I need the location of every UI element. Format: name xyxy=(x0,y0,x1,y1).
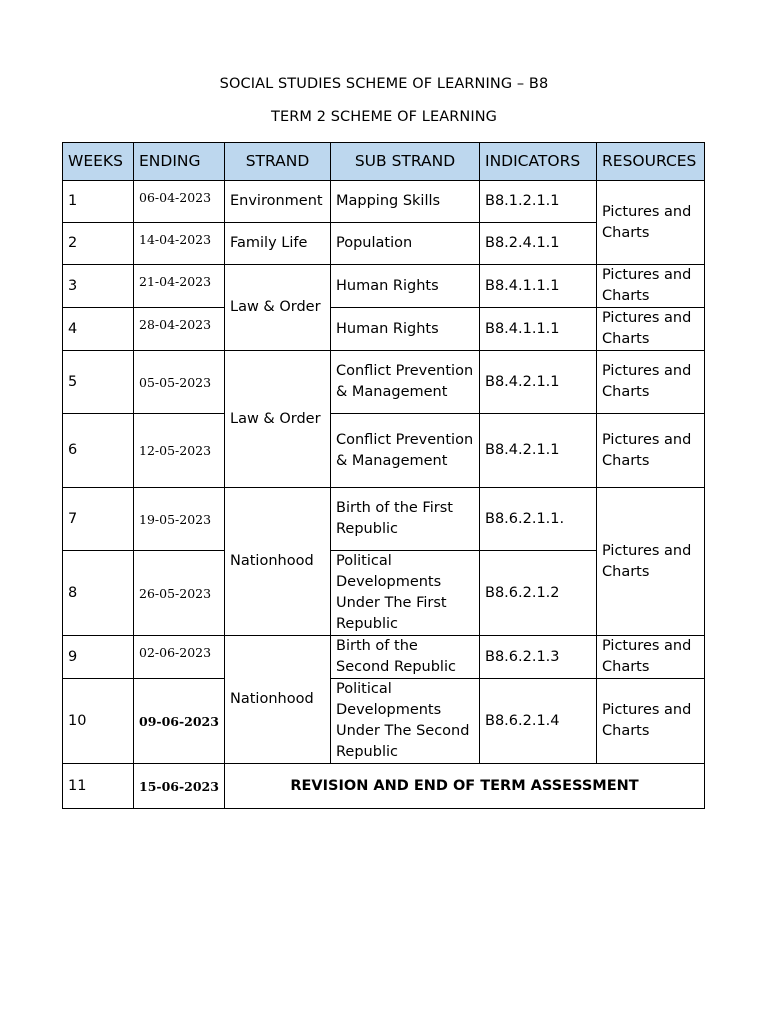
ending-cell: 02-06-2023 xyxy=(134,636,225,679)
week-cell: 1 xyxy=(63,181,134,223)
strand-cell: Nationhood xyxy=(225,488,331,636)
strand-cell: Law & Order xyxy=(225,265,331,351)
table-row xyxy=(63,414,705,488)
table-row xyxy=(63,636,705,679)
resources-cell: Pictures and Charts xyxy=(597,414,705,488)
resources-cell: Pictures and Charts xyxy=(597,265,705,308)
indicator-cell: B8.4.2.1.1 xyxy=(480,351,597,414)
week-cell: 2 xyxy=(63,223,134,265)
sub-strand-cell: Birth of the Second Republic xyxy=(331,636,480,679)
ending-cell: 15-06-2023 xyxy=(134,764,225,809)
ending-cell: 26-05-2023 xyxy=(134,551,225,636)
sub-strand-cell: Political Developments Under The First Republic xyxy=(331,551,480,636)
table-row xyxy=(63,308,705,351)
ending-cell: 05-05-2023 xyxy=(134,351,225,414)
header-indicators: INDICATORS xyxy=(480,143,597,181)
week-cell: 9 xyxy=(63,636,134,679)
resources-cell: Pictures and Charts xyxy=(597,679,705,764)
document-subtitle: TERM 2 SCHEME OF LEARNING xyxy=(270,109,498,125)
resources-cell: Pictures and Charts xyxy=(597,488,705,636)
table-header-row xyxy=(63,143,705,181)
ending-cell: 14-04-2023 xyxy=(134,223,225,265)
sub-strand-cell: Political Developments Under The Second Republic xyxy=(331,679,480,764)
revision-cell: REVISION AND END OF TERM ASSESSMENT xyxy=(225,764,705,809)
strand-cell: Law & Order xyxy=(225,351,331,488)
ending-cell: 12-05-2023 xyxy=(134,414,225,488)
table-row xyxy=(63,351,705,414)
sub-strand-cell: Conflict Prevention & Management xyxy=(331,414,480,488)
sub-strand-cell: Human Rights xyxy=(331,308,480,351)
resources-cell: Pictures and Charts xyxy=(597,308,705,351)
indicator-cell: B8.6.2.1.2 xyxy=(480,551,597,636)
resources-cell: Pictures and Charts xyxy=(597,351,705,414)
indicator-cell: B8.6.2.1.3 xyxy=(480,636,597,679)
table-row xyxy=(63,181,705,223)
ending-cell: 06-04-2023 xyxy=(134,181,225,223)
strand-cell: Family Life xyxy=(225,223,331,265)
indicator-cell: B8.6.2.1.1. xyxy=(480,488,597,551)
indicator-cell: B8.4.1.1.1 xyxy=(480,308,597,351)
week-cell: 4 xyxy=(63,308,134,351)
indicator-cell: B8.1.2.1.1 xyxy=(480,181,597,223)
resources-cell: Pictures and Charts xyxy=(597,181,705,265)
header-weeks: WEEKS xyxy=(63,143,134,181)
ending-cell: 09-06-2023 xyxy=(134,679,225,764)
ending-cell: 28-04-2023 xyxy=(134,308,225,351)
sub-strand-cell: Conflict Prevention & Management xyxy=(331,351,480,414)
indicator-cell: B8.4.1.1.1 xyxy=(480,265,597,308)
indicator-cell: B8.6.2.1.4 xyxy=(480,679,597,764)
table-row xyxy=(63,265,705,308)
week-cell: 3 xyxy=(63,265,134,308)
indicator-cell: B8.4.2.1.1 xyxy=(480,414,597,488)
ending-cell: 21-04-2023 xyxy=(134,265,225,308)
table-row xyxy=(63,488,705,551)
header-strand: STRAND xyxy=(225,143,331,181)
strand-cell: Nationhood xyxy=(225,636,331,764)
sub-strand-cell: Birth of the First Republic xyxy=(331,488,480,551)
week-cell: 10 xyxy=(63,679,134,764)
sub-strand-cell: Population xyxy=(331,223,480,265)
header-ending: ENDING xyxy=(134,143,225,181)
table-row xyxy=(63,764,705,809)
resources-cell: Pictures and Charts xyxy=(597,636,705,679)
week-cell: 7 xyxy=(63,488,134,551)
indicator-cell: B8.2.4.1.1 xyxy=(480,223,597,265)
week-cell: 6 xyxy=(63,414,134,488)
week-cell: 5 xyxy=(63,351,134,414)
header-resources: RESOURCES xyxy=(597,143,705,181)
ending-cell: 19-05-2023 xyxy=(134,488,225,551)
scheme-table xyxy=(62,142,705,809)
header-sub-strand: SUB STRAND xyxy=(331,143,480,181)
sub-strand-cell: Human Rights xyxy=(331,265,480,308)
strand-cell: Environment xyxy=(225,181,331,223)
table-row xyxy=(63,679,705,764)
document-title: SOCIAL STUDIES SCHEME OF LEARNING – B8 xyxy=(219,76,549,92)
sub-strand-cell: Mapping Skills xyxy=(331,181,480,223)
week-cell: 11 xyxy=(63,764,134,809)
week-cell: 8 xyxy=(63,551,134,636)
